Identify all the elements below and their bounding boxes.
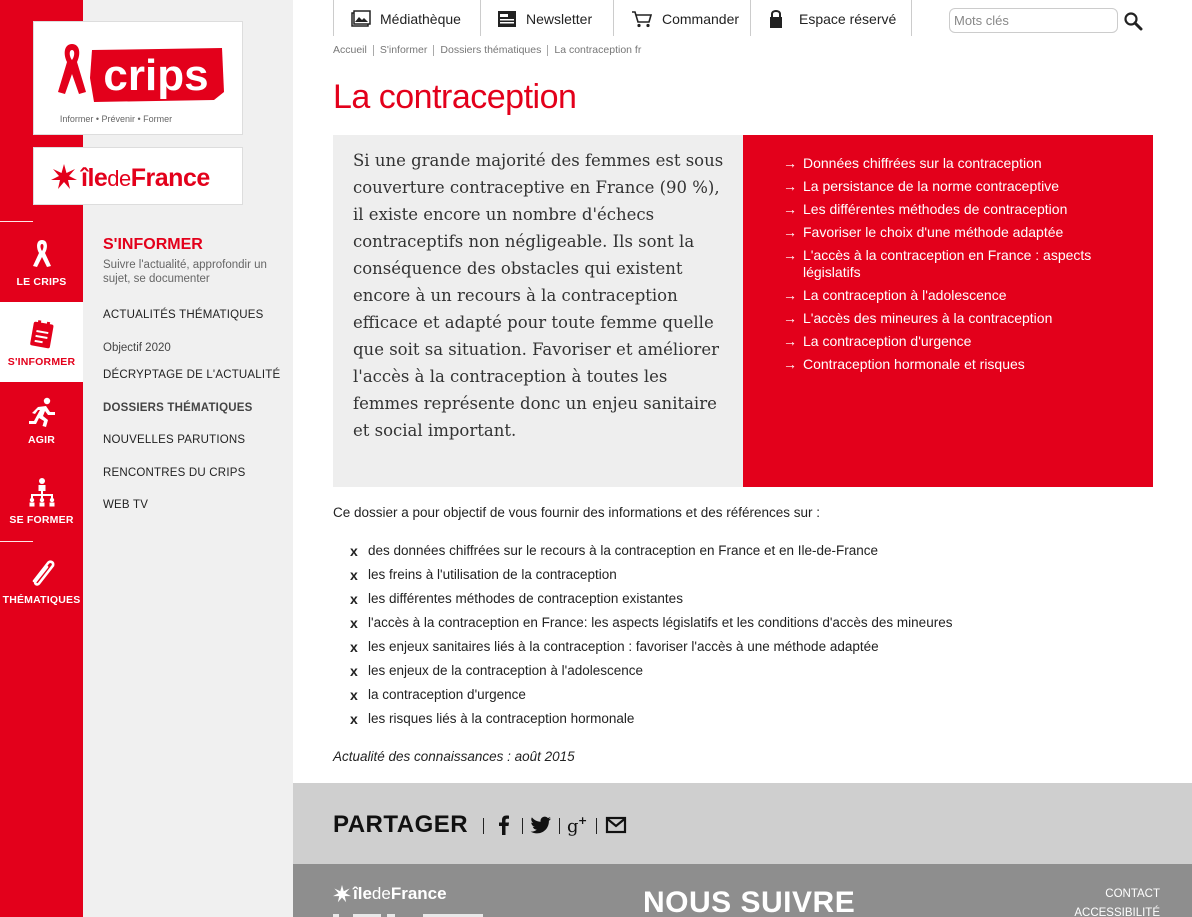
subnav-item-actualites[interactable]: ACTUALITÉS THÉMATIQUES: [103, 309, 264, 321]
breadcrumb-separator: [373, 45, 374, 56]
list-item-text: les risques liés à la contraception hormonale: [368, 711, 635, 726]
arrow-right-icon: →: [783, 224, 797, 240]
arrow-right-icon: →: [783, 178, 797, 194]
ile-de-france-logo-mark: [34, 148, 242, 204]
toc-item[interactable]: [783, 310, 1123, 327]
rail-label: SE FORMER: [9, 514, 74, 526]
crips-logo-word: crips: [103, 51, 209, 100]
footer-link-contact[interactable]: CONTACT: [1105, 888, 1160, 900]
toc-item[interactable]: [783, 201, 1123, 218]
org-chart-icon: [24, 474, 60, 510]
bullet-marker: x: [350, 615, 358, 631]
list-item: [350, 590, 952, 614]
intro-panel: [333, 135, 743, 487]
topbar-commander[interactable]: [631, 8, 739, 30]
breadcrumb-separator: [433, 45, 434, 56]
table-of-contents: [743, 135, 1153, 487]
breadcrumb-home[interactable]: Accueil: [333, 44, 367, 56]
subnav-item-parutions[interactable]: NOUVELLES PARUTIONS: [103, 434, 246, 446]
list-item-text: les enjeux de la contraception à l'adolescence: [368, 663, 644, 678]
svg-text:g: g: [567, 816, 579, 837]
image-icon: [351, 10, 371, 28]
arrow-right-icon: →: [783, 356, 797, 372]
topbar-newsletter[interactable]: [497, 8, 592, 30]
toc-item[interactable]: [783, 178, 1123, 195]
googleplus-icon[interactable]: [566, 813, 590, 837]
list-item: [350, 566, 952, 590]
rail-item-le-crips[interactable]: [0, 222, 83, 302]
topbar-label: Espace réservé: [799, 11, 897, 27]
share-divider: [596, 818, 597, 834]
main-rail: [0, 0, 83, 917]
breadcrumb: [333, 44, 641, 56]
list-item: [350, 662, 952, 686]
share-bar: [293, 783, 1192, 864]
toc-label: Les différentes méthodes de contraception: [803, 201, 1068, 217]
toc-label: La persistance de la norme contraceptive: [803, 178, 1060, 194]
star-icon: [333, 885, 351, 903]
toc-label: Données chiffrées sur la contraception: [803, 155, 1042, 171]
twitter-icon[interactable]: [529, 813, 553, 837]
subnav-title: S'INFORMER: [103, 236, 203, 253]
topbar-divider: [750, 0, 751, 36]
notepad-icon: [24, 316, 60, 352]
subnav-item-dossiers[interactable]: DOSSIERS THÉMATIQUES: [103, 402, 253, 414]
footer-idf-de: de: [371, 884, 391, 903]
footer-idf-logo[interactable]: [333, 884, 447, 904]
update-note: Actualité des connaissances : août 2015: [333, 749, 575, 764]
arrow-right-icon: →: [783, 201, 797, 217]
rail-item-thematiques[interactable]: [0, 542, 83, 622]
list-item: [350, 710, 952, 734]
topbar-mediatheque[interactable]: [351, 8, 461, 30]
arrow-right-icon: →: [783, 287, 797, 303]
arrow-right-icon: →: [783, 310, 797, 326]
breadcrumb-separator: [547, 45, 548, 56]
share-divider: [559, 818, 560, 834]
idf-ile: île: [81, 164, 108, 192]
objectives-list: [350, 542, 952, 734]
arrow-right-icon: →: [783, 247, 797, 263]
subnav-description: Suivre l'actualité, approfondir un sujet, se documenter: [103, 259, 267, 285]
rail-item-se-former[interactable]: [0, 462, 83, 542]
newspaper-icon: [497, 10, 517, 28]
list-item: [350, 638, 952, 662]
subnav-item-decryptage[interactable]: DÉCRYPTAGE DE L'ACTUALITÉ: [103, 369, 281, 381]
search-input[interactable]: [949, 8, 1118, 33]
share-divider: [483, 818, 484, 834]
sub-navigation: [83, 0, 293, 917]
share-title: PARTAGER: [333, 811, 469, 838]
topbar-divider: [911, 0, 912, 36]
toc-item[interactable]: [783, 224, 1123, 241]
toc-item[interactable]: [783, 155, 1123, 172]
lead-paragraph: Ce dossier a pour objectif de vous fournir des informations et des références sur :: [333, 505, 820, 520]
footer-follow-title: NOUS SUIVRE: [643, 886, 856, 917]
footer-idf-france: France: [390, 884, 447, 903]
paperclip-icon: [24, 554, 60, 590]
subnav-item-objectif-2020[interactable]: Objectif 2020: [103, 342, 171, 354]
svg-text:+: +: [578, 814, 588, 827]
page-title: La contraception: [333, 78, 577, 116]
toc-label: L'accès à la contraception en France : aspects législatifs: [803, 247, 1092, 280]
breadcrumb-dossiers[interactable]: Dossiers thématiques: [440, 44, 542, 56]
toc-label: Contraception hormonale et risques: [803, 356, 1025, 372]
topbar-espace-reserve[interactable]: [768, 8, 896, 30]
bullet-marker: x: [350, 711, 358, 727]
list-item: [350, 614, 952, 638]
ile-de-france-logo[interactable]: [33, 147, 243, 205]
rail-label: S'INFORMER: [7, 356, 76, 368]
cart-icon: [631, 10, 653, 28]
crips-logo[interactable]: [33, 21, 243, 135]
star-icon: [51, 164, 77, 189]
crips-logo-tagline: Informer • Prévenir • Former: [59, 114, 173, 124]
toc-item[interactable]: [783, 333, 1123, 350]
list-item-text: la contraception d'urgence: [368, 687, 526, 702]
topbar-divider: [333, 0, 334, 36]
topbar-label: Commander: [662, 11, 740, 27]
facebook-icon[interactable]: [492, 813, 516, 837]
toc-item[interactable]: [783, 356, 1123, 373]
subnav-item-rencontres[interactable]: RENCONTRES DU CRIPS: [103, 467, 246, 479]
topbar-label: Newsletter: [526, 11, 593, 27]
toc-label: Favoriser le choix d'une méthode adaptée: [803, 224, 1064, 240]
list-item-text: les enjeux sanitaires liés à la contraception : favoriser l'accès à une méthode adaptée: [368, 639, 879, 654]
intro-text: Si une grande majorité des femmes est sous couverture contraceptive en France (90 %), il existe encore un nombre d'échecs contraceptifs non négligeable. Ils sont la conséquence des obstacles qui existent encore à un recours à la contraception efficace et adapté pour toute femme quelle que soit sa situation. Favoriser et améliorer l'accès à la contraception à toutes les femmes représente donc un enjeu sanitaire et social important.: [353, 151, 724, 440]
toc-label: La contraception d'urgence: [803, 333, 972, 349]
arrow-right-icon: →: [783, 155, 797, 171]
share-divider: [522, 818, 523, 834]
bullet-marker: x: [350, 591, 358, 607]
list-item: [350, 686, 952, 710]
runner-icon: [24, 394, 60, 430]
bullet-marker: x: [350, 687, 358, 703]
footer: [293, 864, 1192, 917]
bullet-marker: x: [350, 543, 358, 559]
rail-label: AGIR: [27, 434, 56, 446]
breadcrumb-current: La contraception fr: [554, 44, 642, 56]
toc-item[interactable]: [783, 247, 1123, 281]
email-icon[interactable]: [604, 813, 628, 837]
arrow-right-icon: →: [783, 333, 797, 349]
list-item-text: les freins à l'utilisation de la contraception: [368, 567, 617, 582]
toc-label: L'accès des mineures à la contraception: [803, 310, 1053, 326]
rail-label: THÉMATIQUES: [2, 594, 81, 606]
idf-france: France: [130, 164, 210, 192]
idf-de: de: [107, 166, 131, 191]
footer-cropped-text: [333, 912, 493, 917]
footer-idf-ile: île: [353, 884, 372, 903]
svg-text:îledeFrance: [79, 164, 210, 192]
list-item: [350, 542, 952, 566]
list-item-text: les différentes méthodes de contraception existantes: [368, 591, 683, 606]
topbar-divider: [480, 0, 481, 36]
footer-link-accessibilite[interactable]: ACCESSIBILITÉ: [1074, 907, 1160, 917]
search-icon[interactable]: [1123, 11, 1143, 31]
breadcrumb-s-informer[interactable]: S'informer: [379, 44, 428, 56]
list-item-text: des données chiffrées sur le recours à la contraception en France et en Ile-de-France: [368, 543, 879, 558]
rail-item-agir[interactable]: [0, 382, 83, 462]
toc-label: La contraception à l'adolescence: [803, 287, 1007, 303]
rail-label: LE CRIPS: [16, 276, 67, 288]
bullet-marker: x: [350, 663, 358, 679]
subnav-item-web-tv[interactable]: WEB TV: [103, 499, 149, 511]
toc-item[interactable]: [783, 287, 1123, 304]
ribbon-icon: [24, 236, 60, 272]
bullet-marker: x: [350, 639, 358, 655]
rail-item-s-informer[interactable]: [0, 302, 83, 382]
list-item-text: l'accès à la contraception en France: les aspects législatifs et les conditions d'accès des mineures: [368, 615, 953, 630]
crips-logo-mark: [34, 22, 242, 134]
topbar-label: Médiathèque: [380, 11, 461, 27]
bullet-marker: x: [350, 567, 358, 583]
topbar-divider: [613, 0, 614, 36]
lock-icon: [768, 9, 790, 29]
